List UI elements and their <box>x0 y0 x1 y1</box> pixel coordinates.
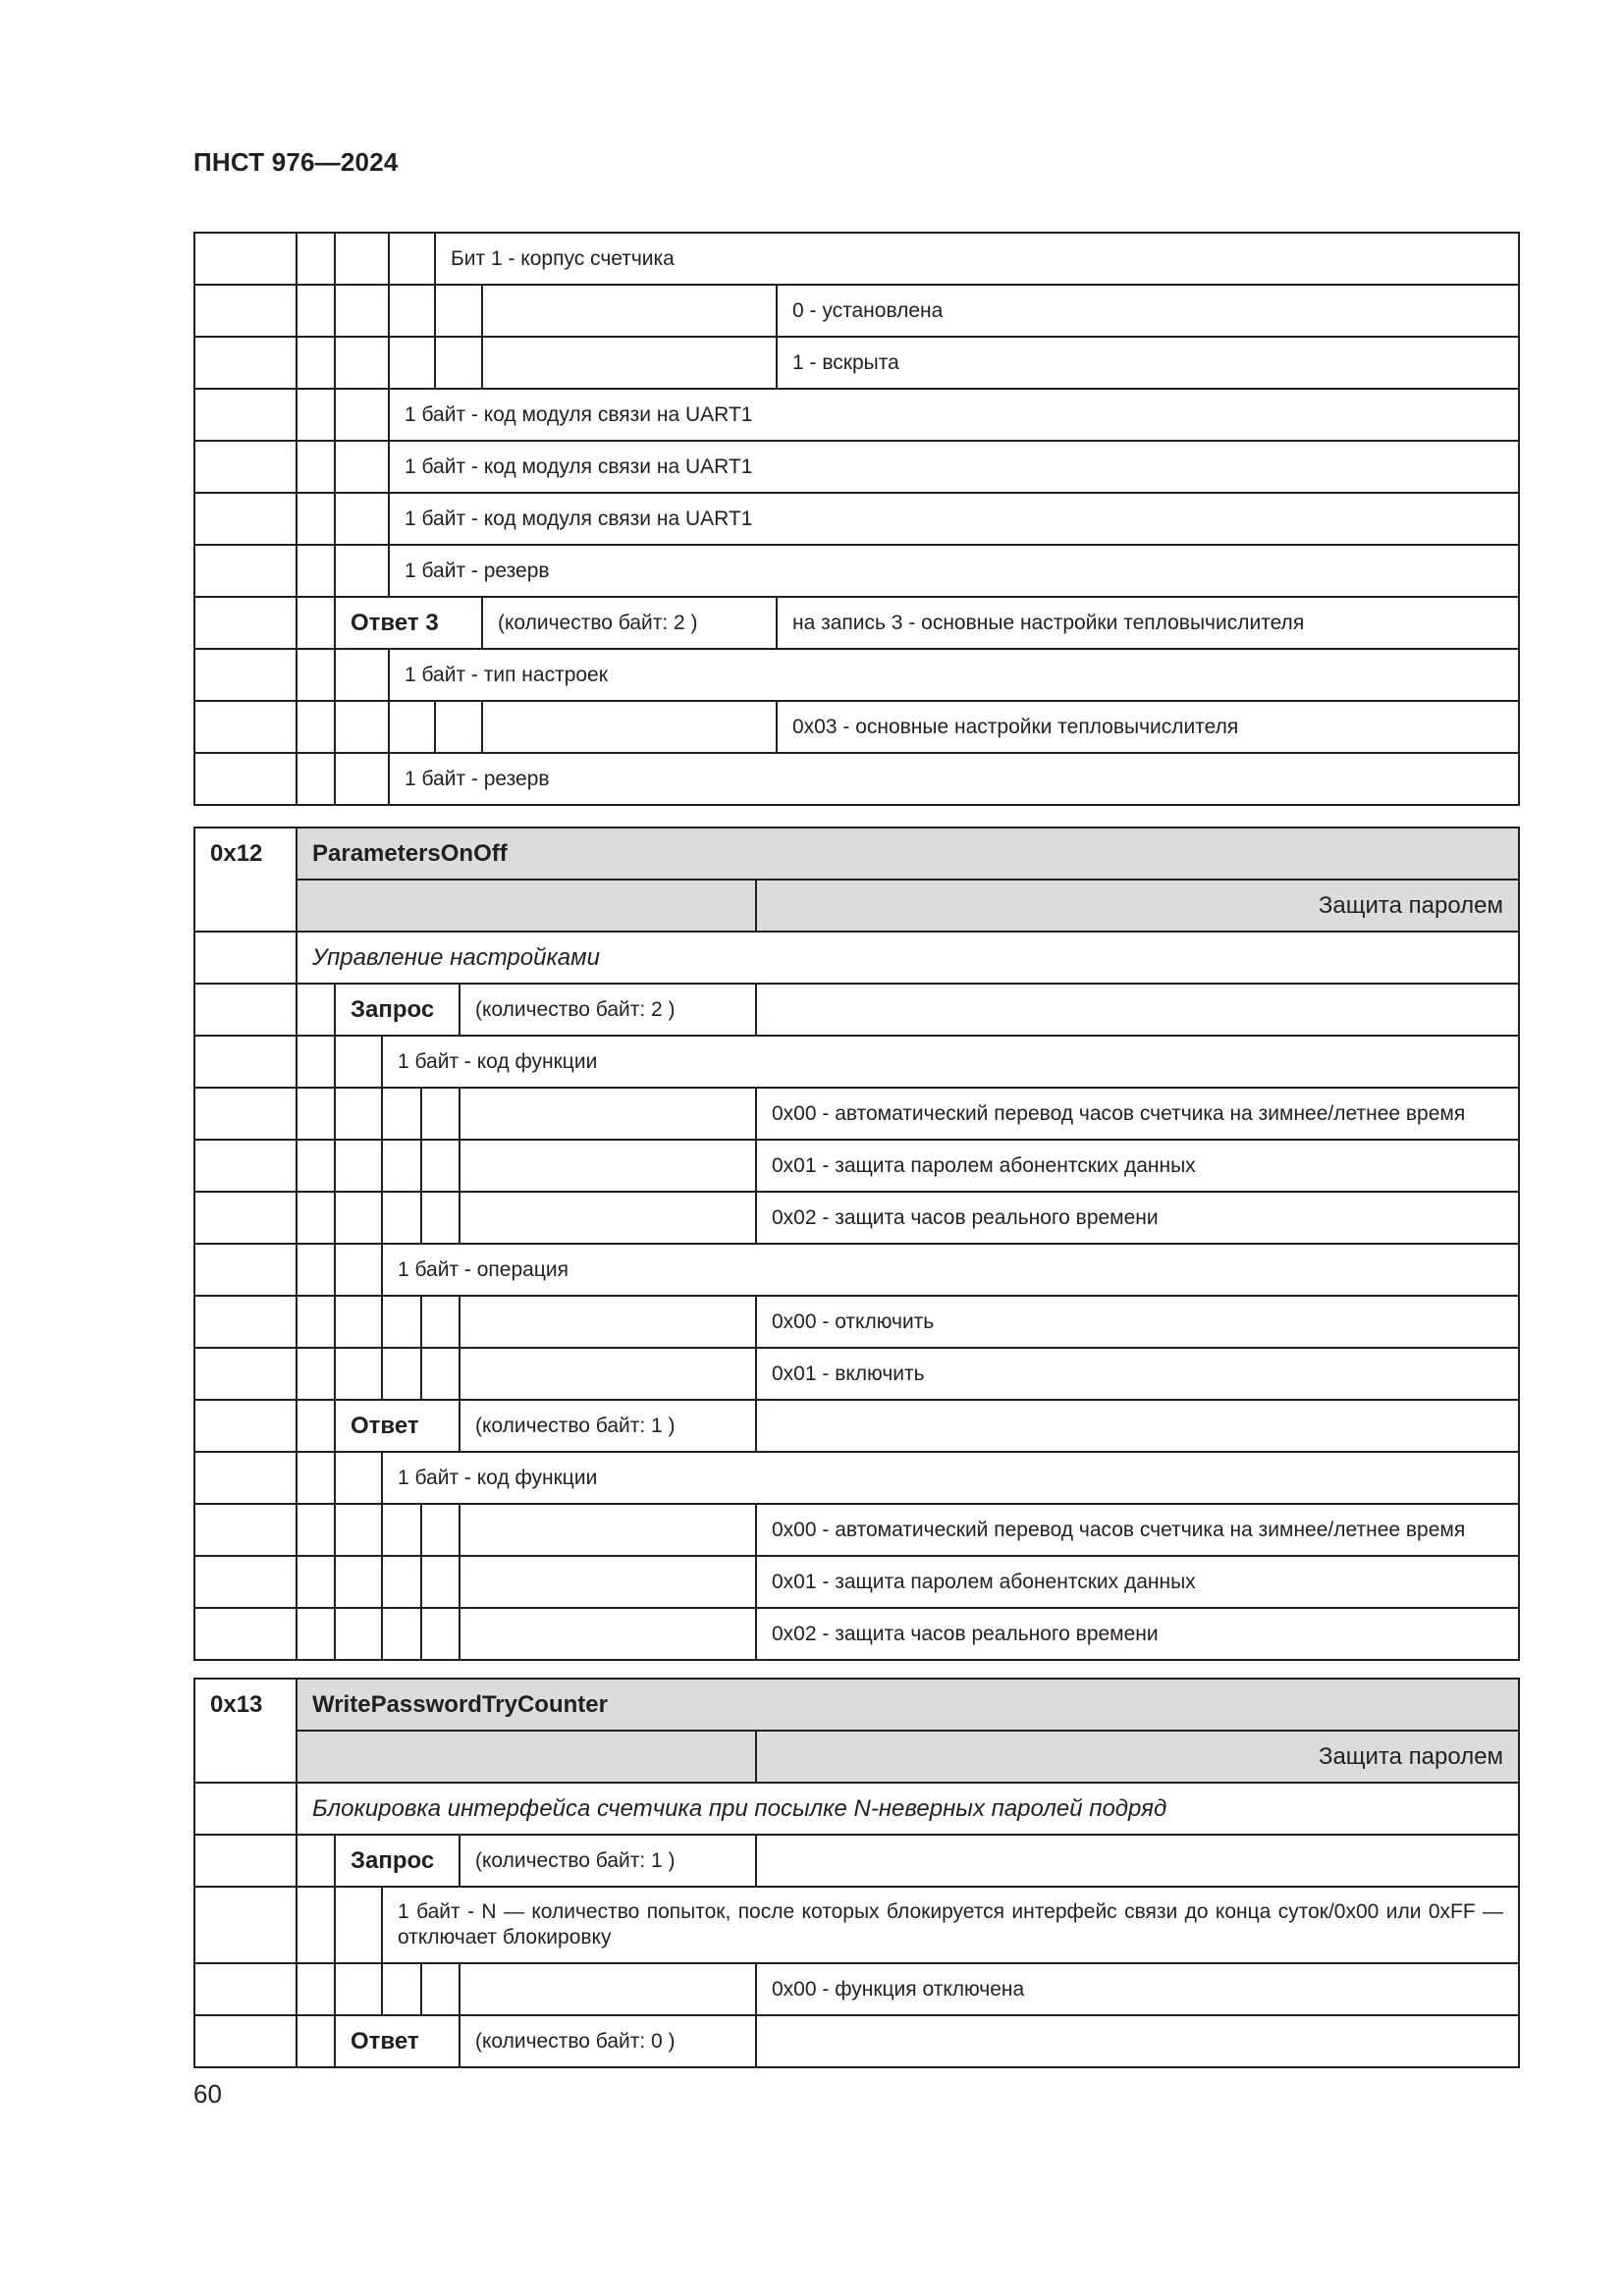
table-row <box>194 1452 1519 1504</box>
request-count: (количество байт: 1 ) <box>460 1835 756 1887</box>
request-label: Запрос <box>335 1835 460 1887</box>
password-protection: Защита паролем <box>756 880 1519 932</box>
table-row <box>194 1783 1519 1835</box>
write-password-try-counter-table <box>193 1678 1520 2068</box>
table-row <box>194 984 1519 1036</box>
bit-label: Бит 1 - корпус счетчика <box>435 233 1519 285</box>
table-row <box>194 1731 1519 1783</box>
answer3-count: (количество байт: 2 ) <box>482 597 777 649</box>
table-row <box>194 828 1519 880</box>
reserve-byte: 1 байт - резерв <box>389 753 1519 805</box>
table-row <box>194 1140 1519 1192</box>
request-label: Запрос <box>335 984 460 1036</box>
command-description: Блокировка интерфейса счетчика при посылке N-неверных паролей подряд <box>297 1783 1519 1835</box>
table-row <box>194 1296 1519 1348</box>
response-function-value: 0x01 - защита паролем абонентских данных <box>756 1556 1519 1608</box>
table-row <box>194 597 1519 649</box>
password-protection: Защита паролем <box>756 1731 1519 1783</box>
table-row <box>194 1504 1519 1556</box>
byte-desc: 1 байт - резерв <box>389 545 1519 597</box>
command-code: 0x12 <box>194 828 297 932</box>
answer3-label: Ответ 3 <box>335 597 482 649</box>
table-row <box>194 1088 1519 1140</box>
response-function-byte: 1 байт - код функции <box>382 1452 1519 1504</box>
function-value: 0x02 - защита часов реального времени <box>756 1192 1519 1244</box>
table-row <box>194 1244 1519 1296</box>
response-function-value: 0x02 - защита часов реального времени <box>756 1608 1519 1660</box>
byte-desc: 1 байт - код модуля связи на UART1 <box>389 441 1519 493</box>
table-row <box>194 1400 1519 1452</box>
table-row <box>194 1963 1519 2015</box>
byte-desc: 1 байт - код модуля связи на UART1 <box>389 493 1519 545</box>
table-row <box>194 753 1519 805</box>
table-row <box>194 441 1519 493</box>
function-byte: 1 байт - код функции <box>382 1036 1519 1088</box>
bit-value: 0 - установлена <box>777 285 1519 337</box>
table-row <box>194 2015 1519 2067</box>
table-row <box>194 233 1519 285</box>
continuation-table <box>193 232 1520 806</box>
settings-value: 0x03 - основные настройки тепловычислителя <box>777 701 1519 753</box>
settings-type: 1 байт - тип настроек <box>389 649 1519 701</box>
command-name: WritePasswordTryCounter <box>297 1679 1519 1731</box>
table-row <box>194 1679 1519 1731</box>
table-row <box>194 1556 1519 1608</box>
command-name: ParametersOnOff <box>297 828 1519 880</box>
byte-desc: 1 байт - N — количество попыток, после которых блокируется интерфейс связи до конца суток/0x00 или 0xFF — отключает блокировку <box>382 1887 1519 1963</box>
command-code: 0x13 <box>194 1679 297 1783</box>
response-label: Ответ <box>335 2015 460 2067</box>
response-label: Ответ <box>335 1400 460 1452</box>
table-row <box>194 1348 1519 1400</box>
response-count: (количество байт: 0 ) <box>460 2015 756 2067</box>
table-row <box>194 337 1519 389</box>
byte-desc: 1 байт - код модуля связи на UART1 <box>389 389 1519 441</box>
operation-value: 0x01 - включить <box>756 1348 1519 1400</box>
table-row <box>194 389 1519 441</box>
parameters-on-off-table <box>193 827 1520 1661</box>
table-row <box>194 701 1519 753</box>
request-count: (количество байт: 2 ) <box>460 984 756 1036</box>
byte-value: 0x00 - функция отключена <box>756 1963 1519 2015</box>
table-row <box>194 932 1519 984</box>
answer3-desc: на запись 3 - основные настройки тепловычислителя <box>777 597 1519 649</box>
table-row <box>194 1835 1519 1887</box>
table-row <box>194 493 1519 545</box>
page-number: 60 <box>193 2079 222 2109</box>
table-row <box>194 1608 1519 1660</box>
table-row <box>194 649 1519 701</box>
function-value: 0x01 - защита паролем абонентских данных <box>756 1140 1519 1192</box>
table-row <box>194 285 1519 337</box>
response-function-value: 0x00 - автоматический перевод часов счетчика на зимнее/летнее время <box>756 1504 1519 1556</box>
operation-value: 0x00 - отключить <box>756 1296 1519 1348</box>
command-description: Управление настройками <box>297 932 1519 984</box>
function-value: 0x00 - автоматический перевод часов счетчика на зимнее/летнее время <box>756 1088 1519 1140</box>
table-row <box>194 1036 1519 1088</box>
table-row <box>194 1192 1519 1244</box>
response-count: (количество байт: 1 ) <box>460 1400 756 1452</box>
table-row <box>194 545 1519 597</box>
document-header: ПНСТ 976—2024 <box>193 147 399 177</box>
table-row <box>194 1887 1519 1963</box>
bit-value: 1 - вскрыта <box>777 337 1519 389</box>
table-row <box>194 880 1519 932</box>
operation-byte: 1 байт - операция <box>382 1244 1519 1296</box>
